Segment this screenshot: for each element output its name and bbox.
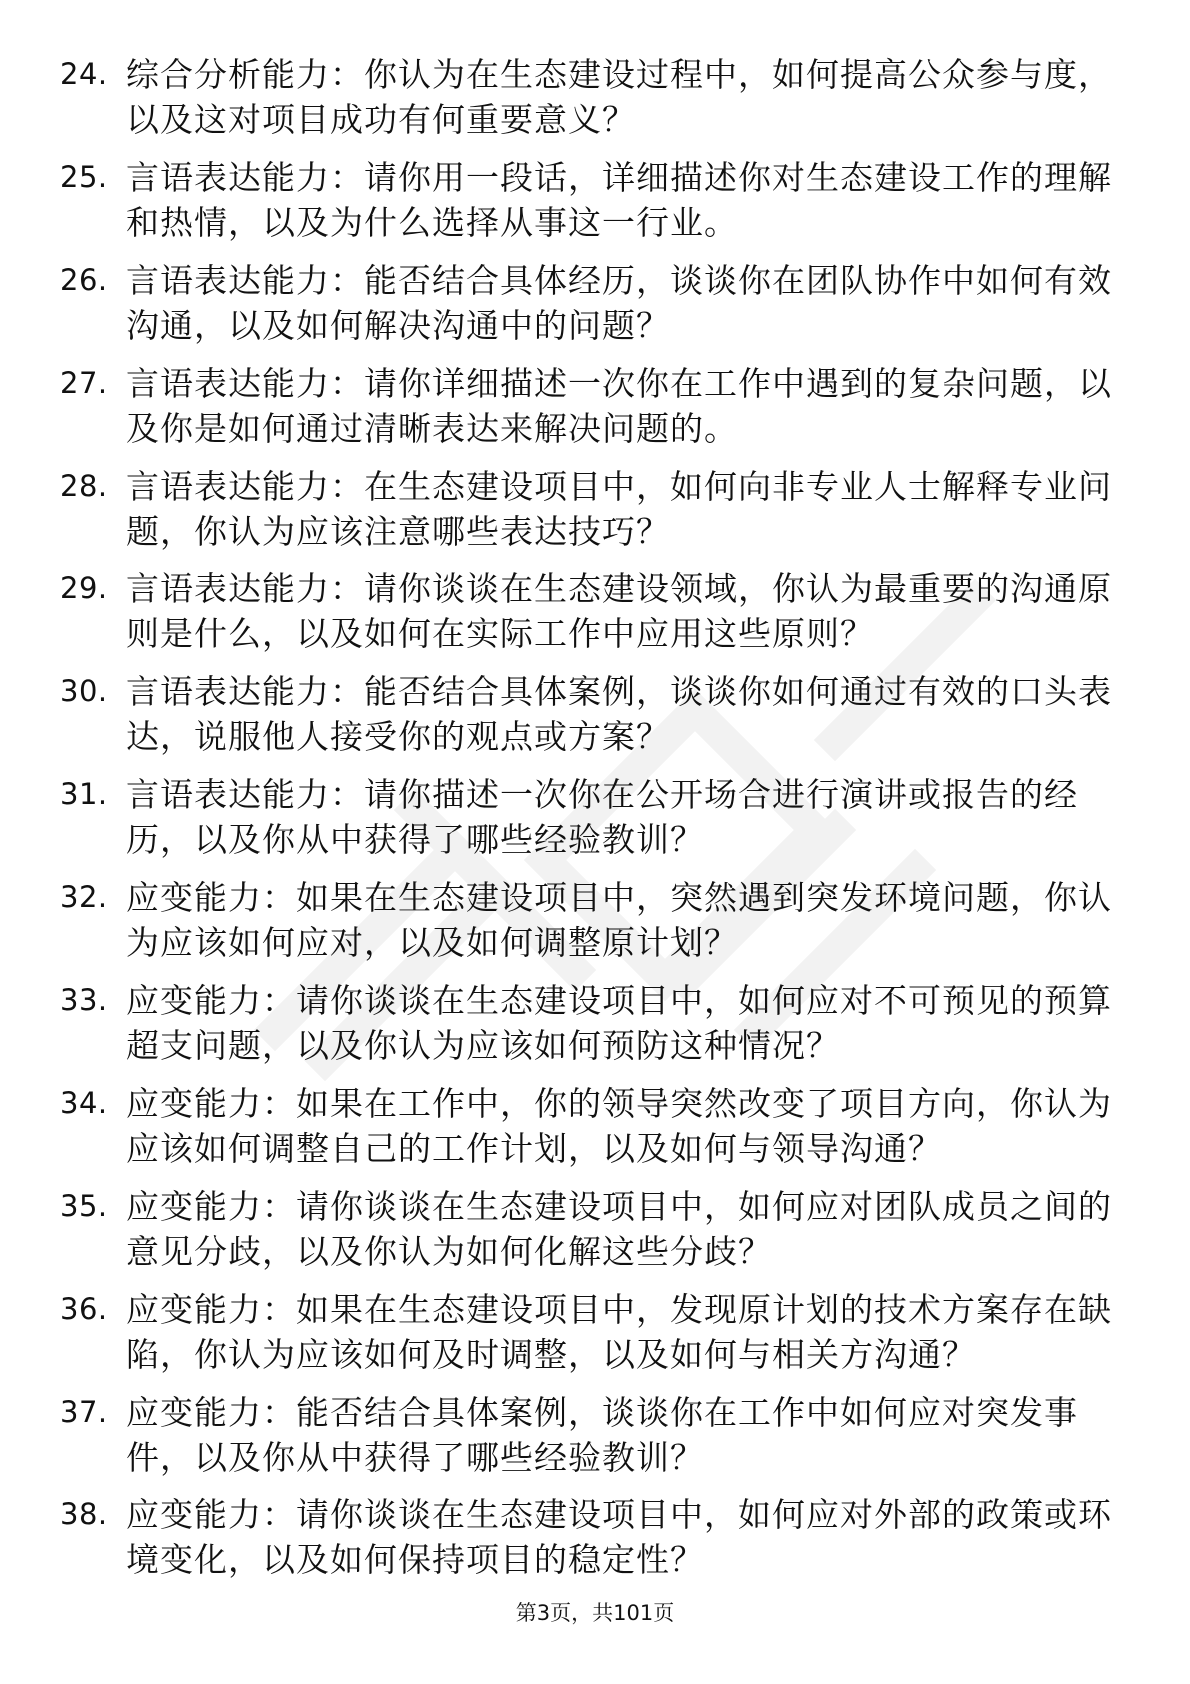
question-text: 应变能力：如果在生态建设项目中，突然遇到突发环境问题，你认为应该如何应对，以及如何调整原计划？ (126, 878, 1112, 963)
question-text: 应变能力：如果在生态建设项目中，发现原计划的技术方案存在缺陷，你认为应该如何及时调整，以及如何与相关方沟通？ (126, 1289, 1112, 1374)
question-item (60, 52, 1130, 142)
question-number: 28. (60, 468, 108, 503)
question-text: 言语表达能力：请你描述一次你在公开场合进行演讲或报告的经历，以及你从中获得了哪些经验教训？ (126, 775, 1078, 860)
question-text: 言语表达能力：请你用一段话，详细描述你对生态建设工作的理解和热情，以及为什么选择从事这一行业。 (126, 157, 1112, 242)
question-item (60, 1492, 1130, 1582)
question-number: 36. (60, 1291, 108, 1326)
question-text: 言语表达能力：能否结合具体经历，谈谈你在团队协作中如何有效沟通，以及如何解决沟通中的问题？ (126, 260, 1112, 345)
question-number: 25. (60, 159, 108, 194)
question-text: 应变能力：请你谈谈在生态建设项目中，如何应对外部的政策或环境变化，以及如何保持项目的稳定性？ (126, 1495, 1112, 1580)
question-item (60, 1287, 1130, 1377)
question-number: 34. (60, 1085, 108, 1120)
question-number: 37. (60, 1394, 108, 1429)
question-item (60, 361, 1130, 451)
question-item (60, 464, 1130, 554)
question-text: 应变能力：请你谈谈在生态建设项目中，如何应对团队成员之间的意见分歧，以及你认为如何化解这些分歧？ (126, 1186, 1112, 1271)
question-item (60, 978, 1130, 1068)
question-number: 26. (60, 262, 108, 297)
question-number: 27. (60, 365, 108, 400)
question-text: 应变能力：能否结合具体案例，谈谈你在工作中如何应对突发事件，以及你从中获得了哪些经验教训？ (126, 1392, 1078, 1477)
question-number: 29. (60, 571, 108, 606)
question-text: 综合分析能力：你认为在生态建设过程中，如何提高公众参与度，以及这对项目成功有何重要意义？ (126, 55, 1112, 139)
question-item (60, 258, 1130, 348)
question-item (60, 566, 1130, 656)
question-text: 言语表达能力：请你详细描述一次你在工作中遇到的复杂问题，以及你是如何通过清晰表达来解决问题的。 (126, 363, 1112, 448)
question-item (60, 1081, 1130, 1171)
question-number: 30. (60, 674, 108, 709)
question-text: 言语表达能力：能否结合具体案例，谈谈你如何通过有效的口头表达，说服他人接受你的观点或方案？ (126, 672, 1112, 757)
question-number: 38. (60, 1497, 108, 1532)
question-number: 32. (60, 880, 108, 915)
question-item (60, 1184, 1130, 1274)
question-item (60, 669, 1130, 759)
question-text: 应变能力：请你谈谈在生态建设项目中，如何应对不可预见的预算超支问题，以及你认为应该如何预防这种情况？ (126, 981, 1112, 1066)
question-text: 言语表达能力：在生态建设项目中，如何向非专业人士解释专业问题，你认为应该注意哪些表达技巧？ (126, 466, 1112, 551)
page-footer: 第3页，共101页 (515, 1601, 675, 1625)
question-number: 31. (60, 777, 108, 812)
question-item (60, 155, 1130, 245)
question-item (60, 772, 1130, 862)
question-item (60, 1390, 1130, 1480)
question-item (60, 875, 1130, 965)
question-number: 35. (60, 1188, 108, 1223)
question-number: 33. (60, 983, 108, 1018)
question-text: 言语表达能力：请你谈谈在生态建设领域，你认为最重要的沟通原则是什么，以及如何在实际工作中应用这些原则？ (126, 569, 1112, 654)
question-number: 24. (60, 57, 108, 91)
question-text: 应变能力：如果在工作中，你的领导突然改变了项目方向，你认为应该如何调整自己的工作计划，以及如何与领导沟通？ (126, 1083, 1112, 1168)
question-list (60, 52, 1130, 1595)
